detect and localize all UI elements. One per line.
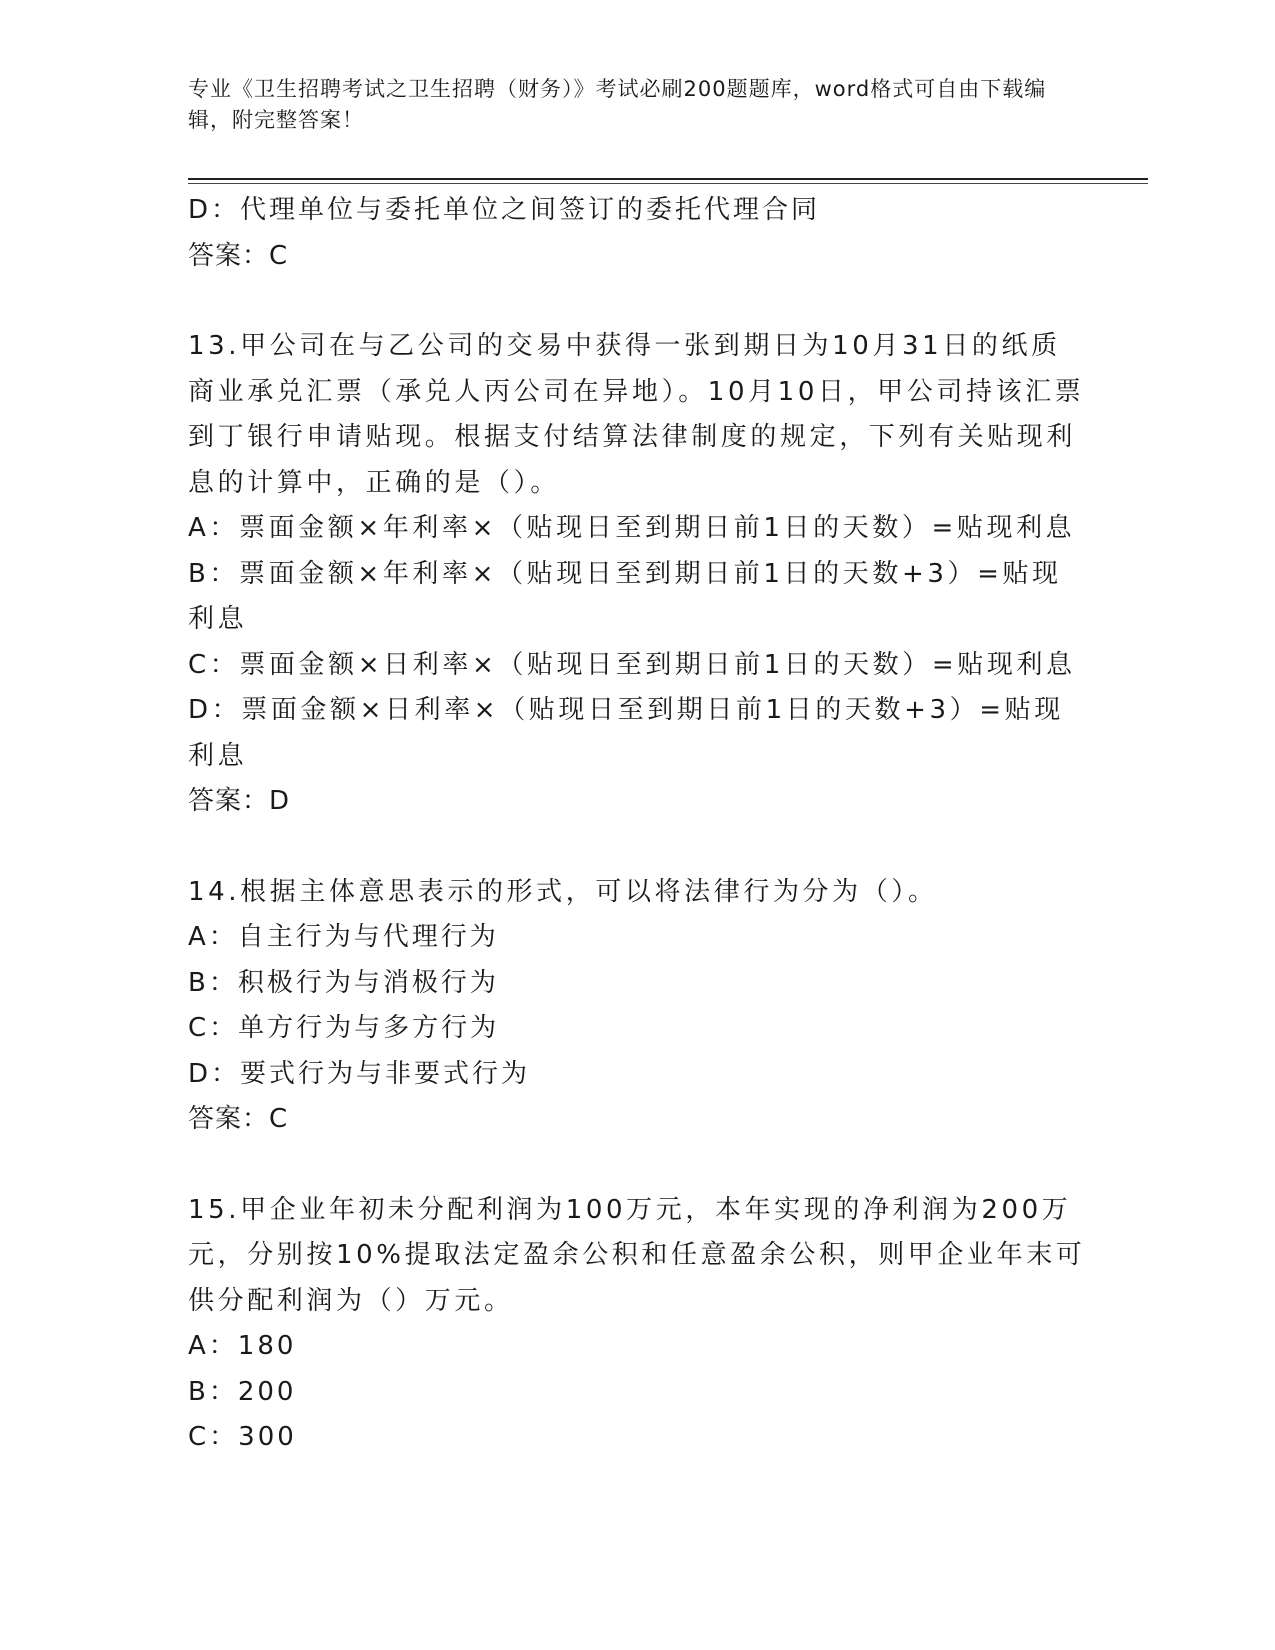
option-d: D：票面金额×日利率×（贴现日至到期日前1日的天数+3）=贴现利息 [188,695,1064,771]
answer-line: 答案：C [188,1104,289,1134]
spacer [188,279,1088,324]
spacer [188,825,1088,870]
question-15 [188,1188,1088,1461]
document-body [188,188,1088,1461]
spacer [188,1143,1088,1188]
question-14 [188,870,1088,1143]
option-c: C：300 [188,1422,297,1452]
question-stem: 15.甲企业年初未分配利润为100万元，本年实现的净利润为200万元，分别按10%提取法定盈余公积和任意盈余公积，则甲企业年末可供分配利润为（）万元。 [188,1194,1086,1316]
page-header-title: 专业《卫生招聘考试之卫生招聘（财务）》考试必刷200题题库，word格式可自由下载编辑，附完整答案！ [188,77,1047,132]
option-d: D：要式行为与非要式行为 [188,1058,531,1089]
question-stem: 13.甲公司在与乙公司的交易中获得一张到期日为10月31日的纸质商业承兑汇票（承兑人丙公司在异地）。10月10日，甲公司持该汇票到丁银行申请贴现。根据支付结算法律制度的规定，下列有关贴现利息的计算中，正确的是（）。 [188,331,1085,498]
option-b: B：票面金额×年利率×（贴现日至到期日前1日的天数+3）=贴现利息 [188,558,1062,634]
header-rule-thick [188,178,1148,180]
option-c: C：票面金额×日利率×（贴现日至到期日前1日的天数）=贴现利息 [188,649,1076,680]
question-stem: 14.根据主体意思表示的形式，可以将法律行为分为（）。 [188,876,938,907]
option-c: C：单方行为与多方行为 [188,1013,500,1043]
option-a: A：自主行为与代理行为 [188,922,499,952]
header-rule-thin [188,183,1148,184]
answer-line: 答案：D [188,786,291,816]
previous-question-tail [188,188,1088,279]
option-a: A：180 [188,1331,297,1361]
option-b: B：200 [188,1376,297,1407]
option-a: A：票面金额×年利率×（贴现日至到期日前1日的天数）=贴现利息 [188,513,1076,543]
option-d: D：代理单位与委托单位之间签订的委托代理合同 [188,195,821,225]
question-13 [188,324,1088,825]
answer-line: 答案：C [188,240,289,271]
option-b: B：积极行为与消极行为 [188,967,499,998]
